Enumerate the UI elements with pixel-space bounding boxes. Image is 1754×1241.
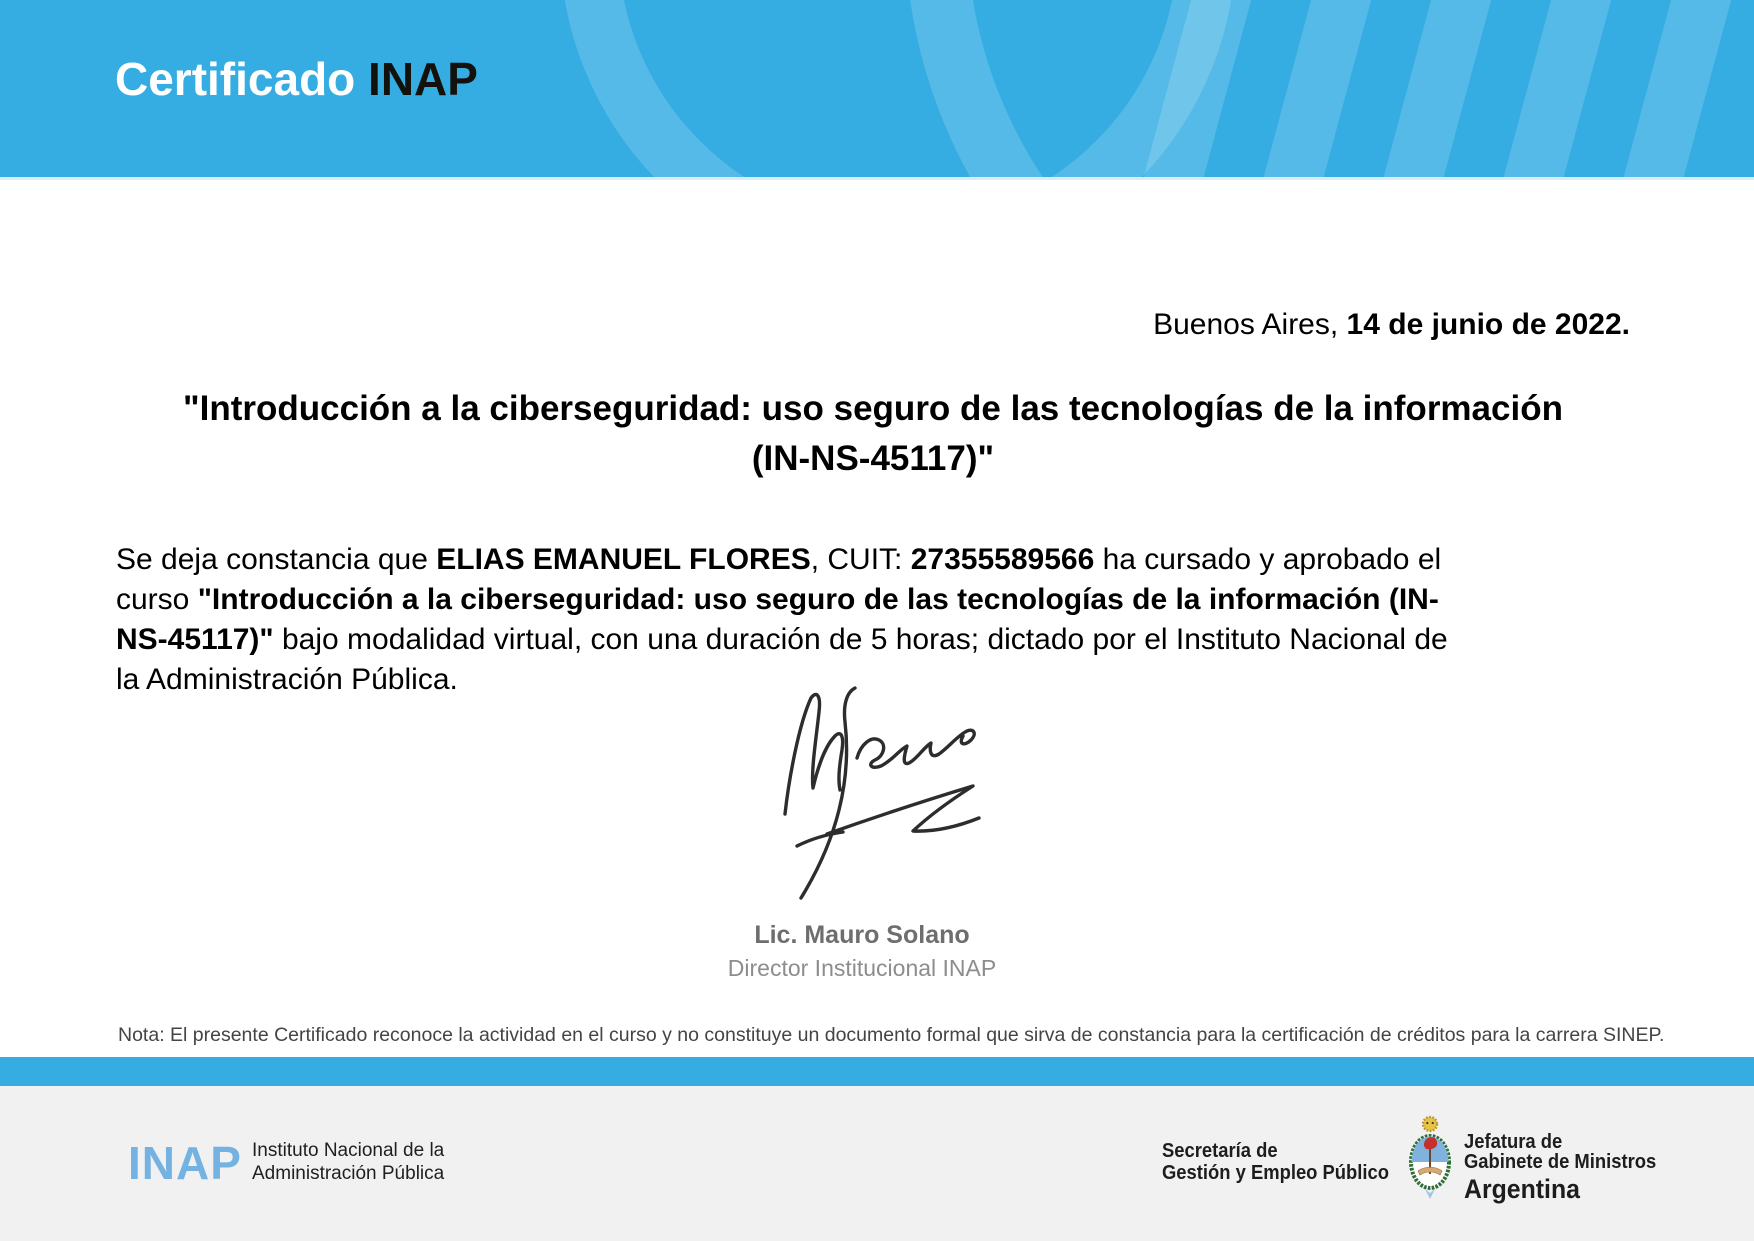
inap-name-line2: Administración Pública <box>252 1163 445 1184</box>
header-stripe-decoration <box>1133 0 1261 180</box>
header-stripe-decoration <box>1373 0 1501 180</box>
course-title <box>116 384 1630 484</box>
certificado-inap-logo <box>115 52 478 106</box>
footer-blue-stripe <box>0 1057 1754 1086</box>
signer-name: Lic. Mauro Solano <box>754 921 970 949</box>
header-band <box>0 0 1754 180</box>
brand-inap: INAP <box>368 53 478 105</box>
header-arc-decoration <box>905 0 1754 180</box>
header-stripe-decoration <box>1493 0 1621 180</box>
inap-name-line1: Instituto Nacional de la <box>252 1140 445 1161</box>
brand-certificado: Certificado <box>115 53 356 105</box>
jefatura-label <box>1464 1132 1656 1204</box>
inap-logo: INAP <box>128 1137 242 1189</box>
secretaria-label <box>1162 1140 1389 1184</box>
course-title-line1: "Introducción a la ciberseguridad: uso seguro de las tecnologías de la información <box>183 389 1563 428</box>
secretaria-line1: Secretaría de <box>1162 1140 1278 1162</box>
header-arc-decoration <box>560 0 1236 180</box>
certificate-body-text: Se deja constancia que ELIAS EMANUEL FLORES, CUIT: 27355589566 ha cursado y aprobado el curso "Introducción a la ciberseguridad: uso seguro de las tecnologías de la información (IN- NS-45117)" bajo modalidad virtual, con una duración de 5 horas; dictado por el Instituto Nacional de la Administración Pública. <box>116 543 1448 696</box>
secretaria-line2: Gestión y Empleo Público <box>1162 1162 1389 1184</box>
jefatura-line2: Gabinete de Ministros <box>1464 1151 1657 1173</box>
signature-block <box>612 686 1112 982</box>
jefatura-country: Argentina <box>1464 1174 1580 1204</box>
jefatura-line1: Jefatura de <box>1464 1131 1563 1153</box>
inap-institute-name <box>252 1139 444 1185</box>
argentina-coat-of-arms-icon <box>1404 1114 1456 1202</box>
date-line: Buenos Aires, 14 de junio de 2022. <box>1153 308 1630 341</box>
signer-role: Director Institucional INAP <box>727 955 997 981</box>
header-stripe-decoration <box>1253 0 1381 180</box>
nota-text: Nota: El presente Certificado reconoce la actividad en el curso y no constituye un documento formal que sirva de constancia para la certificación de créditos para la carrera SINEP. <box>118 1023 1665 1046</box>
header-stripe-decoration <box>1613 0 1741 180</box>
signature-image <box>777 686 987 911</box>
course-title-line2: (IN-NS-45117)" <box>751 439 995 478</box>
